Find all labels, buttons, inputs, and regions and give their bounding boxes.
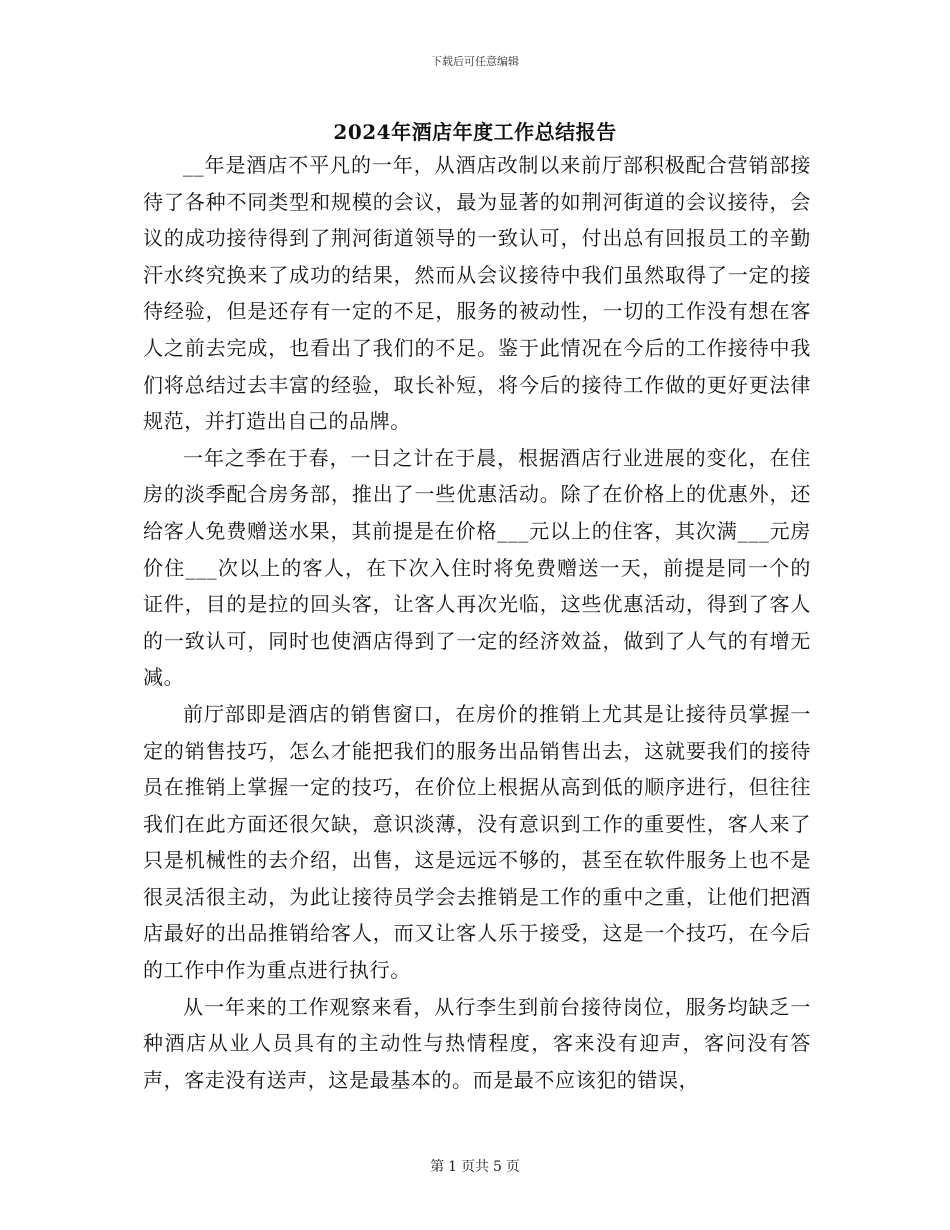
page-label-middle: 页共 <box>461 1159 489 1175</box>
document-title: 2024年酒店年度工作总结报告 <box>333 120 617 144</box>
paragraph-4: 从一年来的工作观察来看，从行李生到前台接待岗位，服务均缺乏一种酒店从业人员具有的主动性与热情程度，客来没有迎声，客问没有答声，客走没有送声，这是最基本的。而是最不应该犯的错误， <box>143 994 811 1092</box>
page-label-suffix: 页 <box>505 1159 520 1175</box>
page-label-prefix: 第 <box>430 1159 445 1175</box>
paragraph-1: __年是酒店不平凡的一年，从酒店改制以来前厅部积极配合营销部接待了各种不同类型和规模的会议，最为显著的如荆河街道的会议接待，会议的成功接待得到了荆河街道领导的一致认可，付出总有回报员工的辛勤汗水终究换来了成功的结果，然而从会议接待中我们虽然取得了一定的接待经验，但是还存有一定的不足，服务的被动性，一切的工作没有想在客人之前去完成，也看出了我们的不足。鉴于此情况在今后的工作接待中我们将总结过去丰富的经验，取长补短，将今后的接待工作做的更好更法律规范，并打造出自己的品牌。 <box>143 153 811 434</box>
paragraph-2: 一年之季在于春，一日之计在于晨，根据酒店行业进展的变化，在住房的淡季配合房务部，推出了一些优惠活动。除了在价格上的优惠外，还给客人免费赠送水果，其前提是在价格___元以上的住客，其次满___元房价住___次以上的客人，在下次入住时将免费赠送一天，前提是同一个的证件，目的是拉的回头客，让客人再次光临，这些优惠活动，得到了客人的一致认可，同时也使酒店得到了一定的经济效益，做到了人气的有增无减。 <box>143 445 811 690</box>
current-page-number: 1 <box>448 1159 457 1175</box>
paragraph-3: 前厅部即是酒店的销售窗口，在房价的推销上尤其是让接待员掌握一定的销售技巧，怎么才能把我们的服务出品销售出去，这就要我们的接待员在推销上掌握一定的技巧，在价位上根据从高到低的顺序进行，但往往我们在此方面还很欠缺，意识淡薄，没有意识到工作的重要性，客人来了只是机械性的去介绍，出售，这是远远不够的，甚至在软件服务上也不是很灵活很主动，为此让接待员学会去推销是工作的重中之重，让他们把酒店最好的出品推销给客人，而又让客人乐于接受，这是一个技巧，在今后的工作中作为重点进行执行。 <box>143 701 811 983</box>
total-pages-number: 5 <box>493 1159 502 1175</box>
document-body <box>143 147 811 1098</box>
header-note: 下载后可任意编辑 <box>431 55 519 68</box>
page-footer <box>0 1156 950 1176</box>
